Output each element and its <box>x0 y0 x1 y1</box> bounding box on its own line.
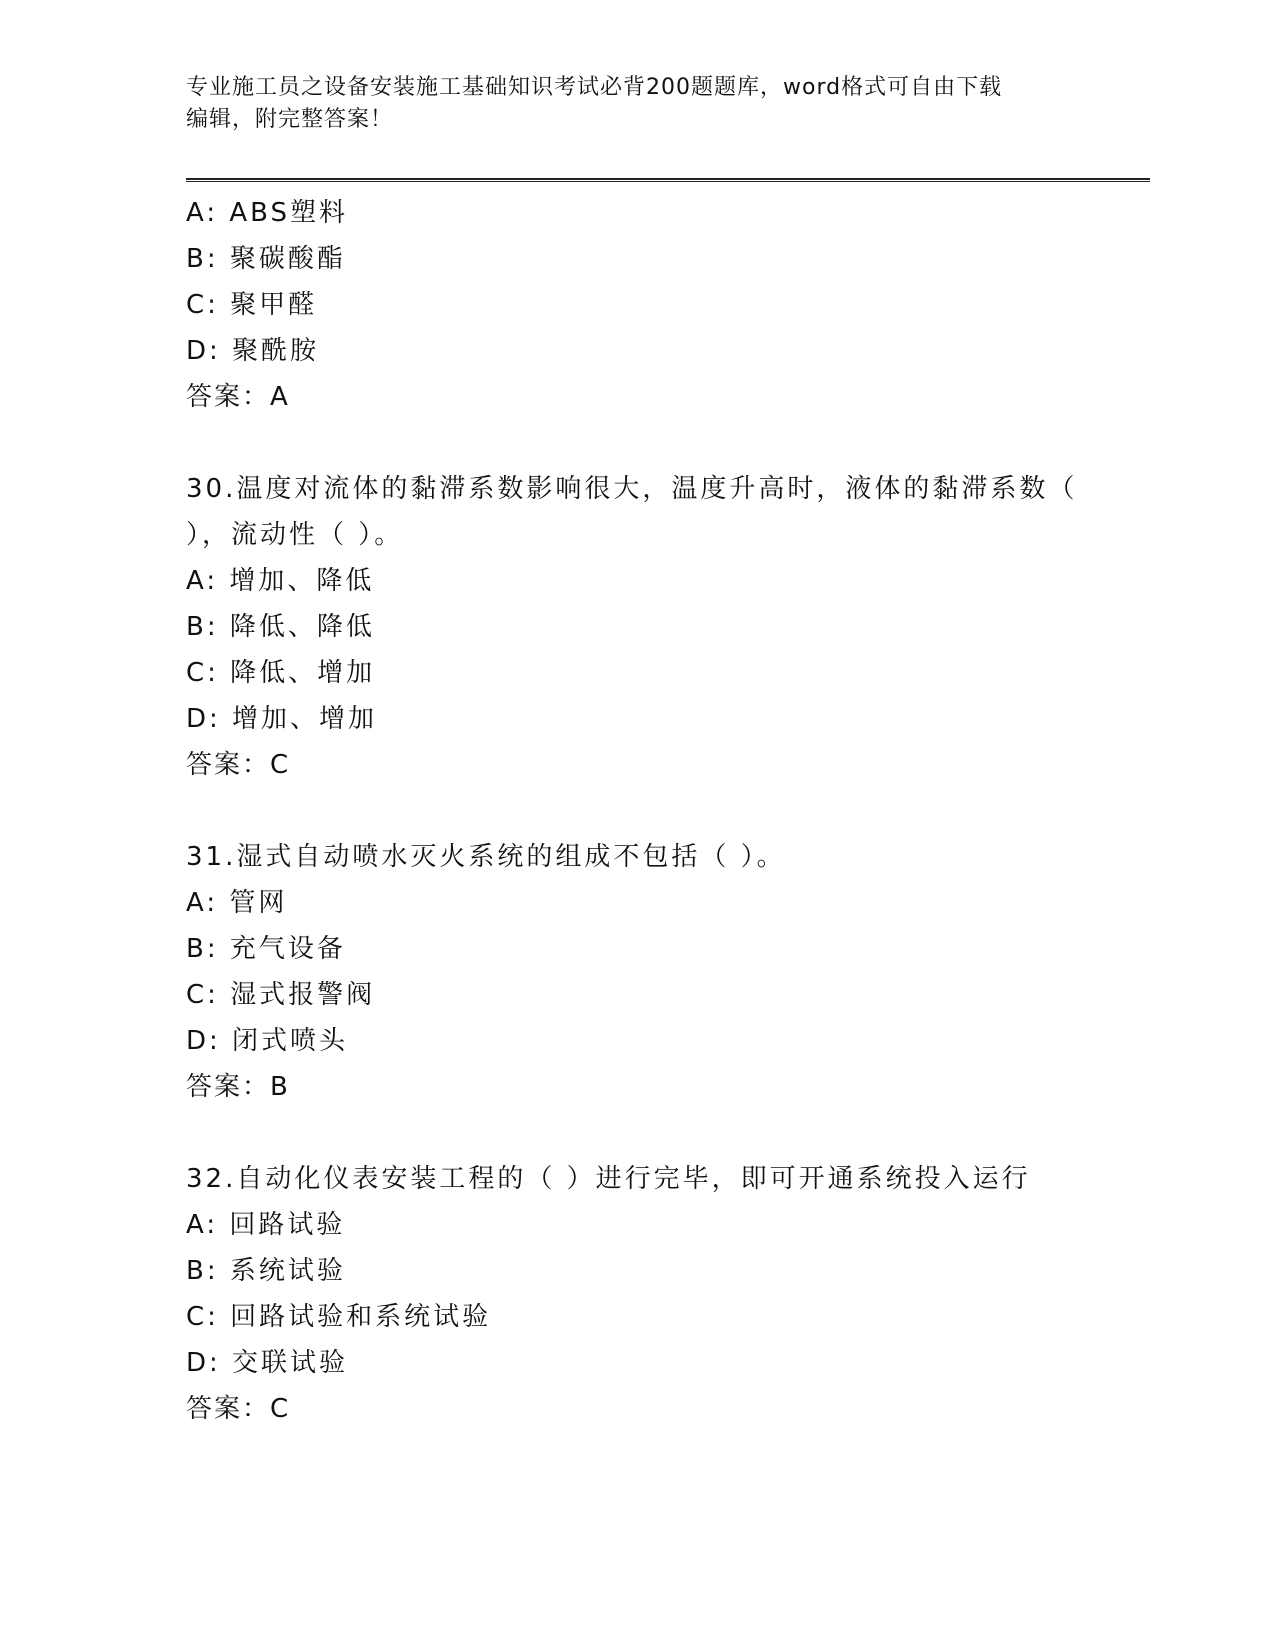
option-c: C: 回路试验和系统试验 <box>186 1302 492 1332</box>
option-c: C: 聚甲醛 <box>186 290 318 320</box>
option-d: D: 闭式喷头 <box>186 1026 349 1056</box>
option-b: B: 聚碳酸酯 <box>186 244 346 274</box>
option-b: B: 充气设备 <box>186 934 346 964</box>
question-30 <box>186 466 1146 788</box>
question-stem-line-1: 30.温度对流体的黏滞系数影响很大，温度升高时，液体的黏滞系数（ <box>186 474 1078 504</box>
page-header <box>186 72 1086 136</box>
question-stem: 32.自动化仪表安装工程的（ ）进行完毕，即可开通系统投入运行 <box>186 1164 1031 1194</box>
header-title-line-2: 编辑，附完整答案！ <box>186 107 394 132</box>
question-list <box>186 190 1146 1432</box>
option-c: C: 降低、增加 <box>186 658 376 688</box>
question-29 <box>186 190 1146 420</box>
answer-line: 答案：A <box>186 382 290 412</box>
option-b: B: 系统试验 <box>186 1256 346 1286</box>
option-c: C: 湿式报警阀 <box>186 980 376 1010</box>
header-title-line-1: 专业施工员之设备安装施工基础知识考试必背200题题库，word格式可自由下载 <box>186 75 1003 100</box>
option-a: A: ABS塑料 <box>186 198 349 228</box>
option-a: A: 管网 <box>186 888 288 918</box>
option-a: A: 回路试验 <box>186 1210 346 1240</box>
header-divider <box>186 178 1150 182</box>
answer-line: 答案：C <box>186 1394 291 1424</box>
option-d: D: 聚酰胺 <box>186 336 320 366</box>
option-d: D: 增加、增加 <box>186 704 378 734</box>
answer-line: 答案：C <box>186 750 291 780</box>
option-a: A: 增加、降低 <box>186 566 375 596</box>
question-stem: 31.湿式自动喷水灭火系统的组成不包括（ ）。 <box>186 842 786 872</box>
question-31 <box>186 834 1146 1110</box>
question-32 <box>186 1156 1146 1432</box>
option-d: D: 交联试验 <box>186 1348 349 1378</box>
question-stem-line-2: ），流动性（ ）。 <box>186 520 404 550</box>
option-b: B: 降低、降低 <box>186 612 375 642</box>
answer-line: 答案：B <box>186 1072 290 1102</box>
